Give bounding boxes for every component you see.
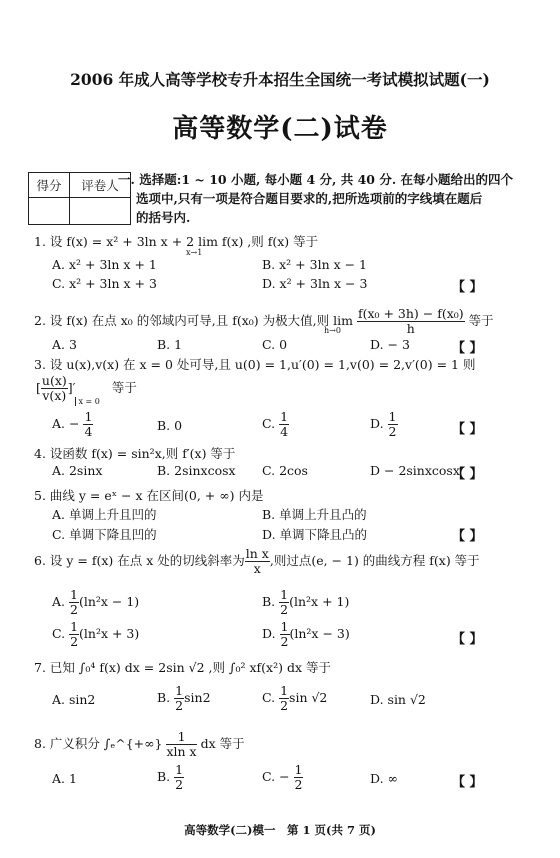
question-2-stem-text: 2. 设 f(x) 在点 x₀ 的邻域内可导,且 f(x₀) 为极大值,则 lim: [34, 313, 353, 328]
question-6-option-b-label: B.: [262, 594, 276, 609]
question-7-option-c-fraction: [279, 684, 289, 713]
question-7-stem: 7. 已知 ∫₀⁴ f(x) dx = 2sin √2 ,则 ∫₀² xf(x²) dx 等于: [34, 660, 331, 675]
question-6-option-d: [262, 620, 350, 649]
question-3-option-d-num: 1: [388, 409, 397, 424]
question-3-option-c-den: 4: [280, 424, 289, 439]
section-instructions-1: 一. 选择题:1 ~ 10 小题, 每小题 4 分, 共 40 分. 在每小题给出的四个: [118, 172, 514, 187]
question-6-answer-bracket: 【 】: [452, 632, 483, 647]
question-3-option-c: [262, 410, 289, 439]
question-6-option-d-fraction: [280, 620, 290, 649]
question-7-option-a: A. sin2: [52, 692, 96, 707]
question-1-limit-sub: x→1: [186, 248, 203, 257]
question-3-bracket-left: [: [36, 380, 41, 395]
question-3-option-d-label: D.: [370, 416, 384, 431]
question-6-numerator: ln x: [245, 546, 269, 561]
question-5-option-d: D. 单调下降且凸的: [262, 527, 368, 542]
question-2-option-b: B. 1: [157, 337, 183, 352]
question-6-option-d-num: 1: [280, 619, 289, 634]
question-2-option-c: C. 0: [262, 337, 288, 352]
question-6-option-b-expr: (ln²x + 1): [289, 594, 350, 609]
question-6-stem: [34, 547, 480, 576]
question-8-option-c-fraction: [294, 763, 304, 792]
paper-title: 高等数学(二)试卷: [172, 114, 388, 144]
question-2-answer-bracket: 【 】: [452, 341, 483, 356]
question-2-option-a: A. 3: [52, 337, 77, 352]
page-footer: 高等数学(二)模一 第 1 页(共 7 页): [184, 823, 376, 837]
question-3-option-a-den: 4: [84, 424, 93, 439]
question-6-option-b: [262, 588, 349, 617]
question-3-option-c-num: 1: [280, 409, 289, 424]
question-6-stem-text: 6. 设 y = f(x) 在点 x 处的切线斜率为: [34, 553, 245, 568]
score-label: 得分: [29, 173, 70, 198]
question-4-option-c: C. 2cos: [262, 463, 308, 478]
question-5-option-b: B. 单调上升且凸的: [262, 507, 367, 522]
question-7-option-c-label: C.: [262, 690, 276, 705]
question-7-option-b: [157, 684, 211, 713]
question-8-option-d: D. ∞: [370, 771, 398, 786]
question-7-option-b-num: 1: [175, 683, 184, 698]
question-6-option-b-den: 2: [280, 602, 289, 617]
question-8-denominator: xln x: [166, 744, 197, 759]
grader-label: 评卷人: [70, 173, 131, 198]
question-4-answer-bracket: 【 】: [452, 467, 483, 482]
question-4-option-b: B. 2sinxcosx: [157, 463, 236, 478]
question-3-option-d: [370, 410, 398, 439]
question-8-option-c-num: 1: [294, 762, 303, 777]
question-1-stem: 1. 设 f(x) = x² + 3ln x + 2 lim f(x) ,则 f(x) 等于: [34, 234, 319, 249]
question-6-stem-tail: ,则过点(e, − 1) 的曲线方程 f(x) 等于: [269, 553, 480, 568]
exam-header: 2006 年成人高等学校专升本招生全国统一考试模拟试题(一): [70, 70, 490, 89]
question-8-option-b-num: 1: [175, 762, 184, 777]
question-3-option-c-label: C.: [262, 416, 276, 431]
question-3-option-a: [52, 410, 93, 439]
question-5-option-c: C. 单调下降且凹的: [52, 527, 157, 542]
question-1-answer-bracket: 【 】: [452, 280, 483, 295]
score-table: [28, 172, 131, 225]
question-6-option-a-den: 2: [70, 602, 78, 617]
question-3-numerator: u(x): [41, 373, 67, 388]
question-6-option-a-expr: (ln²x − 1): [78, 594, 140, 609]
question-8-numerator: 1: [166, 730, 196, 745]
question-8-fraction: [166, 730, 196, 759]
question-3-stem-tail: 等于: [111, 380, 137, 395]
question-2-option-d: D. − 3: [370, 337, 410, 352]
question-7-option-c-expr: sin √2: [289, 690, 328, 705]
question-6-option-c-label: C.: [52, 626, 66, 641]
question-1-option-a: A. x² + 3ln x + 1: [52, 257, 157, 272]
question-7-option-c-den: 2: [280, 698, 289, 713]
question-5-stem: 5. 曲线 y = eˣ − x 在区间(0, + ∞) 内是: [34, 488, 264, 503]
question-6-option-a: [52, 588, 139, 617]
score-cell: [29, 198, 70, 225]
question-3-option-a-label: A. −: [52, 416, 80, 431]
question-7-option-b-fraction: [174, 684, 184, 713]
question-6-option-d-label: D.: [262, 626, 276, 641]
question-8-option-b-label: B.: [157, 769, 171, 784]
question-6-option-c-expr: (ln²x + 3): [79, 626, 140, 641]
question-6-option-a-num: 1: [70, 587, 78, 602]
question-6-option-a-label: A.: [52, 594, 66, 609]
question-4-stem: 4. 设函数 f(x) = sin²x,则 f′(x) 等于: [34, 446, 236, 461]
question-6-option-c-num: 1: [70, 619, 79, 634]
question-6-option-c-den: 2: [70, 634, 79, 649]
question-6-option-a-fraction: [69, 588, 79, 617]
question-3-denominator: v(x): [42, 388, 67, 403]
question-8-answer-bracket: 【 】: [452, 775, 483, 790]
question-8-option-b-fraction: [174, 763, 184, 792]
question-3-option-b: B. 0: [157, 418, 183, 433]
section-instructions-2: 选项中,只有一项是符合题目要求的,把所选项前的字线填在题后: [136, 191, 483, 206]
question-1-option-d: D. x² + 3ln x − 3: [262, 276, 368, 291]
question-8-option-c: [262, 763, 303, 792]
question-4-option-d: D − 2sinxcosx: [370, 463, 460, 478]
question-8-stem-tail: dx 等于: [200, 736, 245, 751]
question-8-option-c-den: 2: [294, 777, 303, 792]
question-6-option-d-expr: (ln²x − 3): [289, 626, 350, 641]
question-2-stem-tail: 等于: [468, 313, 494, 328]
question-7-option-d: D. sin √2: [370, 692, 426, 707]
question-1-option-b: B. x² + 3ln x − 1: [262, 257, 368, 272]
question-4-option-a: A. 2sinx: [52, 463, 103, 478]
question-3-bracket-right: ]′: [67, 380, 76, 395]
question-2-stem: [34, 307, 494, 336]
question-3-option-a-fraction: [83, 410, 93, 439]
question-5-option-a: A. 单调上升且凹的: [52, 507, 157, 522]
question-3-option-d-fraction: [388, 410, 398, 439]
question-8-stem-text: 8. 广义积分 ∫ₑ^{+∞}: [34, 736, 163, 751]
question-1-option-c: C. x² + 3ln x + 3: [52, 276, 157, 291]
question-3-answer-bracket: 【 】: [452, 422, 483, 437]
question-3-option-c-fraction: [279, 410, 289, 439]
question-6-option-b-fraction: [279, 588, 289, 617]
question-2-limit-sub: h→0: [324, 326, 341, 335]
question-3-fraction: [41, 374, 68, 403]
question-3-expression: [36, 374, 137, 406]
question-6-fraction: [245, 547, 270, 576]
question-2-denominator: h: [406, 321, 415, 336]
question-7-option-b-expr: sin2: [184, 690, 211, 705]
section-instructions-3: 的括号内.: [136, 210, 191, 225]
question-7-option-b-label: B.: [157, 690, 171, 705]
question-3-eval-point: x = 0: [75, 397, 99, 406]
question-7-option-b-den: 2: [175, 698, 184, 713]
question-8-option-b-den: 2: [175, 777, 184, 792]
question-8-option-a: A. 1: [52, 771, 77, 786]
grader-cell: [70, 198, 131, 225]
question-8-stem: [34, 730, 245, 759]
question-8-option-c-label: C. −: [262, 769, 290, 784]
question-6-denominator: x: [253, 561, 261, 576]
question-8-option-b: [157, 763, 184, 792]
question-6-option-c-fraction: [69, 620, 79, 649]
question-7-option-c-num: 1: [280, 683, 289, 698]
question-5-answer-bracket: 【 】: [452, 529, 483, 544]
question-2-numerator: f(x₀ + 3h) − f(x₀): [357, 306, 464, 321]
question-6-option-d-den: 2: [280, 634, 289, 649]
question-6-option-c: [52, 620, 139, 649]
question-3-option-d-den: 2: [388, 424, 397, 439]
question-6-option-b-num: 1: [280, 587, 289, 602]
question-7-option-c: [262, 684, 327, 713]
question-3-stem: 3. 设 u(x),v(x) 在 x = 0 处可导,且 u(0) = 1,u′(0) = 1,v(0) = 2,v′(0) = 1 则: [34, 357, 476, 372]
question-3-option-a-num: 1: [84, 409, 93, 424]
question-2-fraction: [357, 307, 465, 336]
